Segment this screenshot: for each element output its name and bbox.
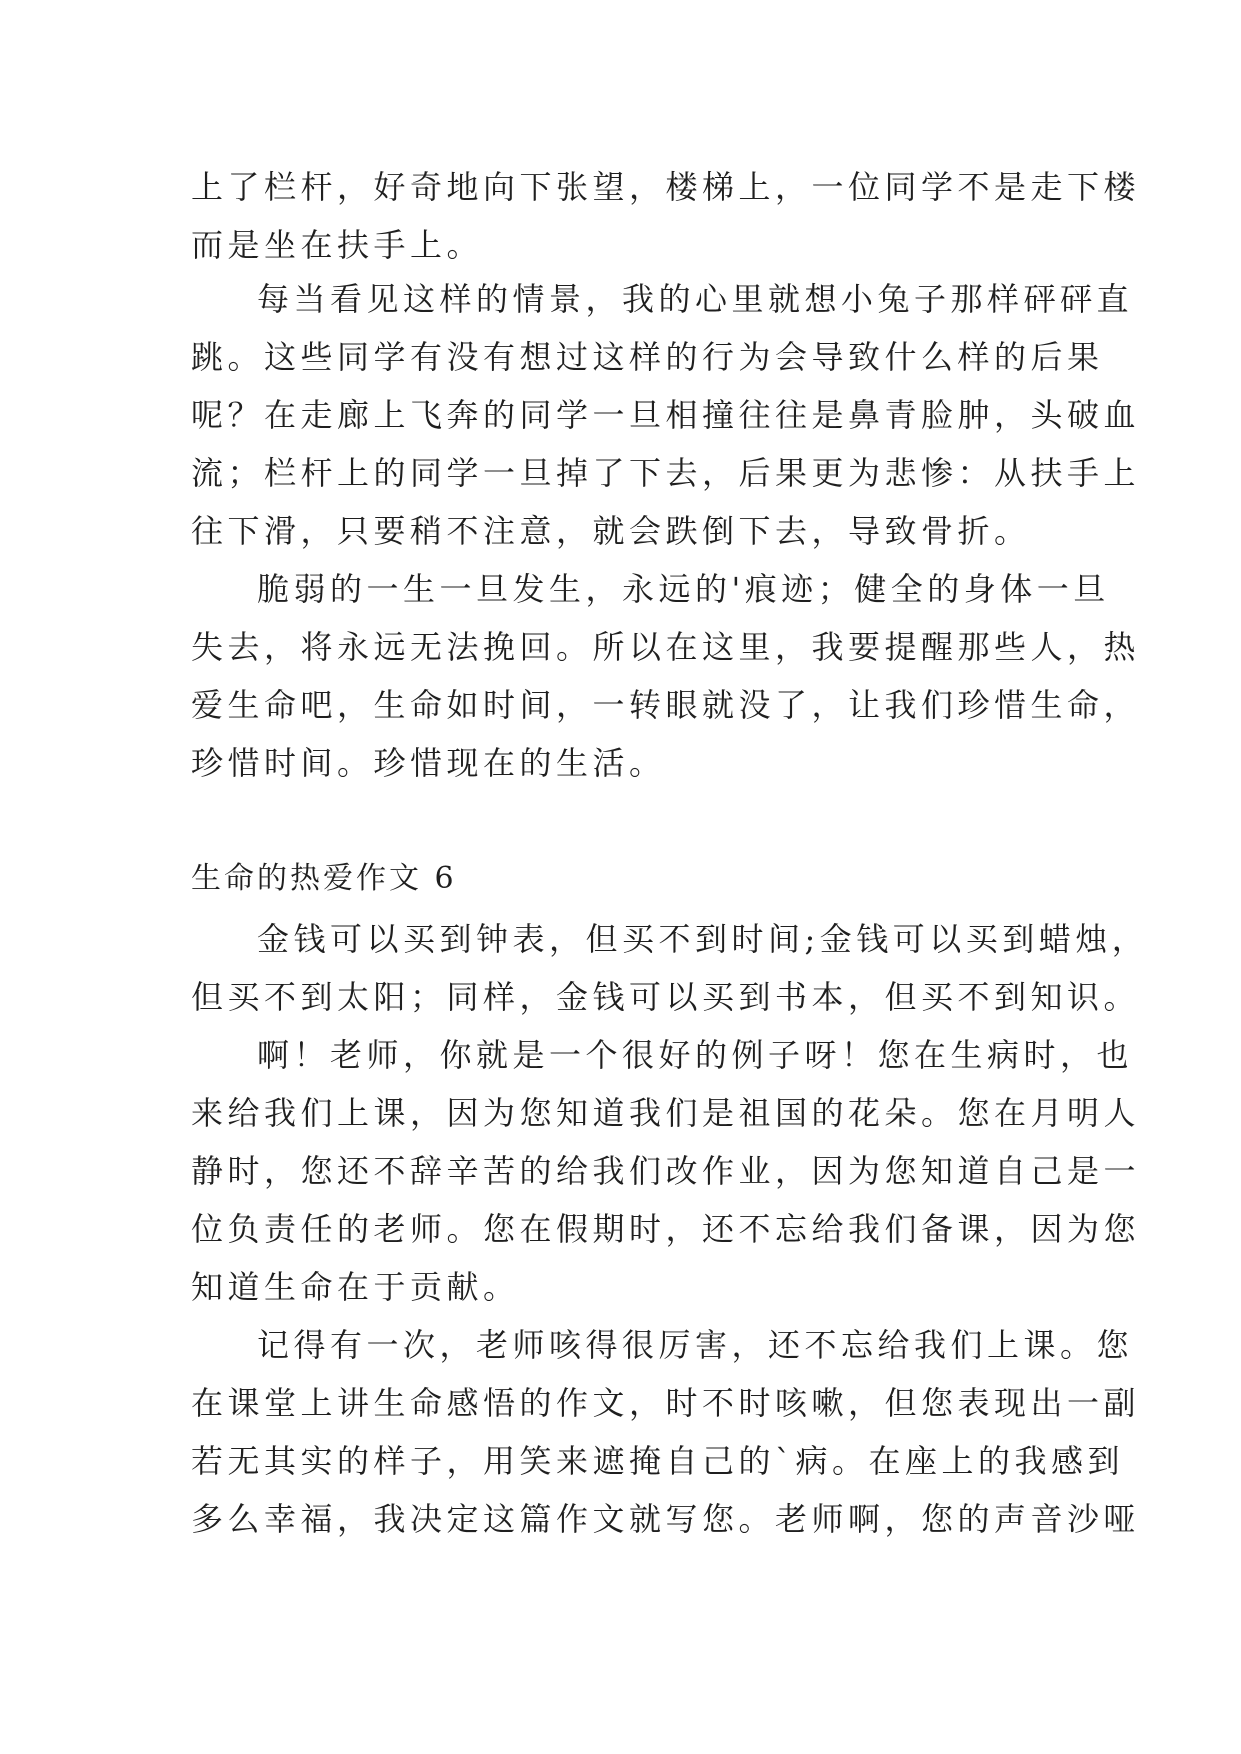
text-line: 脆弱的一生一旦发生，永远的'痕迹；健全的身体一旦 [257,570,1110,608]
paragraph-continuation [191,158,1141,274]
text-line: 多么幸福，我决定这篇作文就写您。老师啊，您的声音沙哑 [191,1500,1141,1538]
section-heading: 生命的热爱作文 6 [191,861,457,896]
text-line: 每当看见这样的情景，我的心里就想小兔子那样砰砰直 [257,280,1134,318]
paragraph [191,270,1141,560]
text-line: 而是坐在扶手上。 [191,226,484,264]
text-line: 失去，将永远无法挽回。所以在这里，我要提醒那些人，热 [191,628,1141,666]
paragraph [191,1316,1141,1548]
text-line: 在课堂上讲生命感悟的作文，时不时咳嗽，但您表现出一副 [191,1384,1141,1422]
text-line: 珍惜时间。珍惜现在的生活。 [191,744,666,782]
text-line: 记得有一次，老师咳得很厉害，还不忘给我们上课。您 [257,1326,1134,1364]
paragraph [191,910,1149,1026]
text-line: 往下滑，只要稍不注意，就会跌倒下去，导致骨折。 [191,512,1031,550]
text-line: 流；栏杆上的同学一旦掉了下去，后果更为悲惨：从扶手上 [191,454,1141,492]
text-line: 上了栏杆，好奇地向下张望，楼梯上，一位同学不是走下楼 [191,168,1141,206]
text-line: 爱生命吧，生命如时间，一转眼就没了，让我们珍惜生命， [191,686,1141,724]
text-line: 跳。这些同学有没有想过这样的行为会导致什么样的后果 [191,338,1104,376]
text-line: 金钱可以买到钟表，但买不到时间;金钱可以买到蜡烛， [257,920,1149,958]
text-line: 但买不到太阳；同样，金钱可以买到书本，但买不到知识。 [191,978,1141,1016]
text-line: 静时，您还不辞辛苦的给我们改作业，因为您知道自己是一 [191,1152,1141,1190]
text-line: 来给我们上课，因为您知道我们是祖国的花朵。您在月明人 [191,1094,1141,1132]
paragraph [191,1026,1141,1316]
paragraph [191,560,1141,792]
text-line: 若无其实的样子，用笑来遮掩自己的`病。在座上的我感到 [191,1442,1125,1480]
text-line: 位负责任的老师。您在假期时，还不忘给我们备课，因为您 [191,1210,1141,1248]
text-line: 啊！老师，你就是一个很好的例子呀！您在生病时，也 [257,1036,1134,1074]
text-line: 呢？在走廊上飞奔的同学一旦相撞往往是鼻青脸肿，头破血 [191,396,1141,434]
text-line: 知道生命在于贡献。 [191,1268,520,1306]
